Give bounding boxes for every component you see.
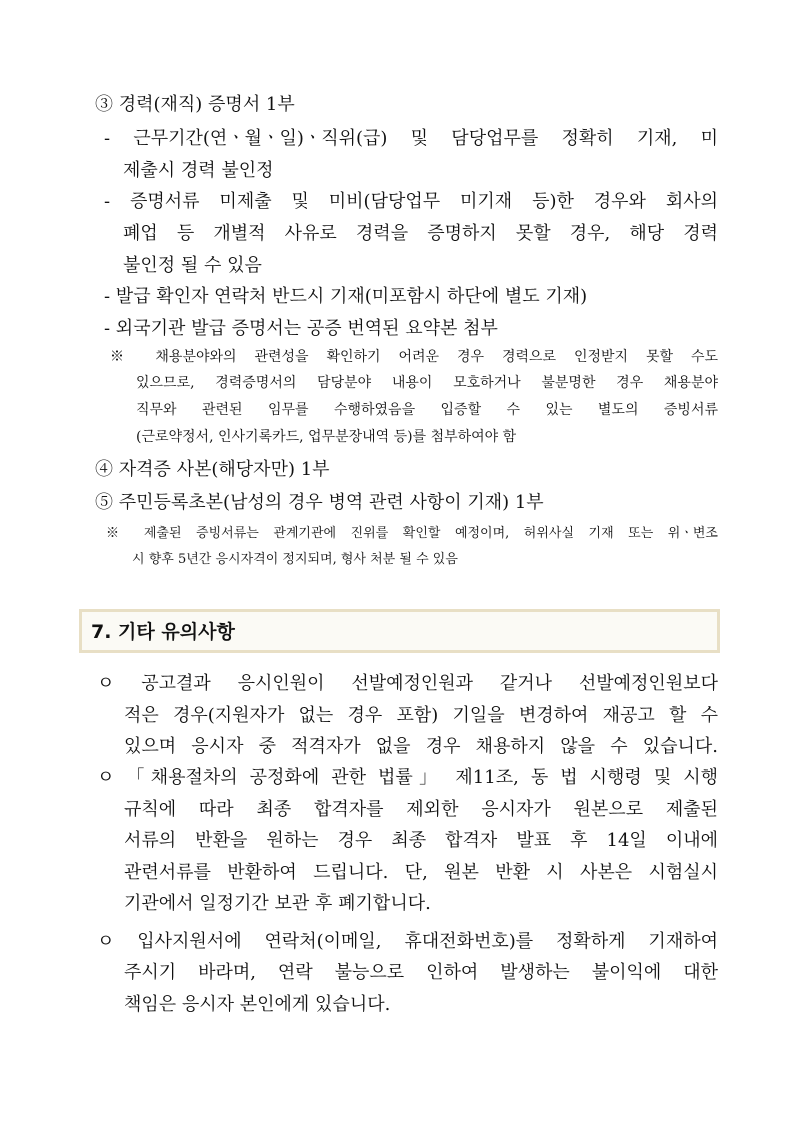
section-7-title: 7. 기타 유의사항	[91, 621, 235, 643]
section-7-header	[79, 609, 720, 653]
verification-note-line-1: ※ 제출된 증빙서류는 관계기관에 진위를 확인할 예정이며, 허위사실 기재 또는 위ㆍ변조	[106, 526, 718, 541]
career-bullet-1-line-2: 제출시 경력 불인정	[123, 160, 274, 181]
notice-item-1-line-1: ㅇ 공고결과 응시인원이 선발예정인원과 같거나 선발예정인원보다	[97, 673, 718, 694]
career-note-line-1: ※ 채용분야와의 관련성을 확인하기 어려운 경우 경력으로 인정받지 못할 수도	[110, 349, 718, 365]
career-note-line-2: 있으므로, 경력증명서의 담당분야 내용이 모호하거나 불분명한 경우 채용분야	[136, 375, 718, 391]
career-note-line-4: (근로약정서, 인사기록카드, 업무분장내역 등)를 첨부하여야 함	[136, 429, 517, 445]
notice-item-3-line-3: 책임은 응시자 본인에게 있습니다.	[124, 994, 391, 1015]
career-bullet-4: - 외국기관 발급 증명서는 공증 번역된 요약본 첨부	[104, 318, 498, 339]
notice-item-2-line-5: 기관에서 일정기간 보관 후 폐기합니다.	[124, 893, 431, 914]
item-career-certificate-title: ③ 경력(재직) 증명서 1부	[95, 94, 295, 115]
notice-item-1-line-2: 적은 경우(지원자가 없는 경우 포함) 기일을 변경하여 재공고 할 수	[124, 705, 718, 726]
notice-item-1-line-3: 있으며 응시자 중 적격자가 없을 경우 채용하지 않을 수 있습니다.	[124, 736, 718, 757]
notice-item-2-line-2: 규칙에 따라 최종 합격자를 제외한 응시자가 원본으로 제출된	[124, 799, 718, 820]
notice-item-2-line-4: 관련서류를 반환하여 드립니다. 단, 원본 반환 시 사본은 시험실시	[124, 862, 718, 883]
item-resident-registration: ⑤ 주민등록초본(남성의 경우 병역 관련 사항이 기재) 1부	[95, 492, 544, 513]
career-note-line-3: 직무와 관련된 임무를 수행하였음을 입증할 수 있는 별도의 증빙서류	[136, 402, 718, 418]
career-bullet-2-line-3: 불인정 될 수 있음	[123, 255, 262, 276]
notice-item-3-line-1: ㅇ 입사지원서에 연락처(이메일, 휴대전화번호)를 정확하게 기재하여	[97, 931, 718, 952]
notice-item-2-line-3: 서류의 반환을 원하는 경우 최종 합격자 발표 후 14일 이내에	[124, 830, 718, 851]
career-bullet-1-line-1: - 근무기간(연ㆍ월ㆍ일)ㆍ직위(급) 및 담당업무를 정확히 기재, 미	[104, 128, 718, 149]
career-bullet-2-line-2: 폐업 등 개별적 사유로 경력을 증명하지 못할 경우, 해당 경력	[123, 223, 718, 244]
notice-item-3-line-2: 주시기 바라며, 연락 불능으로 인하여 발생하는 불이익에 대한	[124, 962, 718, 983]
career-bullet-3: - 발급 확인자 연락처 반드시 기재(미포함시 하단에 별도 기재)	[104, 286, 588, 307]
verification-note-line-2: 시 향후 5년간 응시자격이 정지되며, 형사 처분 될 수 있음	[132, 552, 458, 567]
item-license-copy: ④ 자격증 사본(해당자만) 1부	[95, 459, 330, 480]
career-bullet-2-line-1: - 증명서류 미제출 및 미비(담당업무 미기재 등)한 경우와 회사의	[104, 191, 718, 212]
notice-item-2-line-1: ㅇ 「채용절차의 공정화에 관한 법률」 제11조, 동 법 시행령 및 시행	[97, 767, 718, 788]
